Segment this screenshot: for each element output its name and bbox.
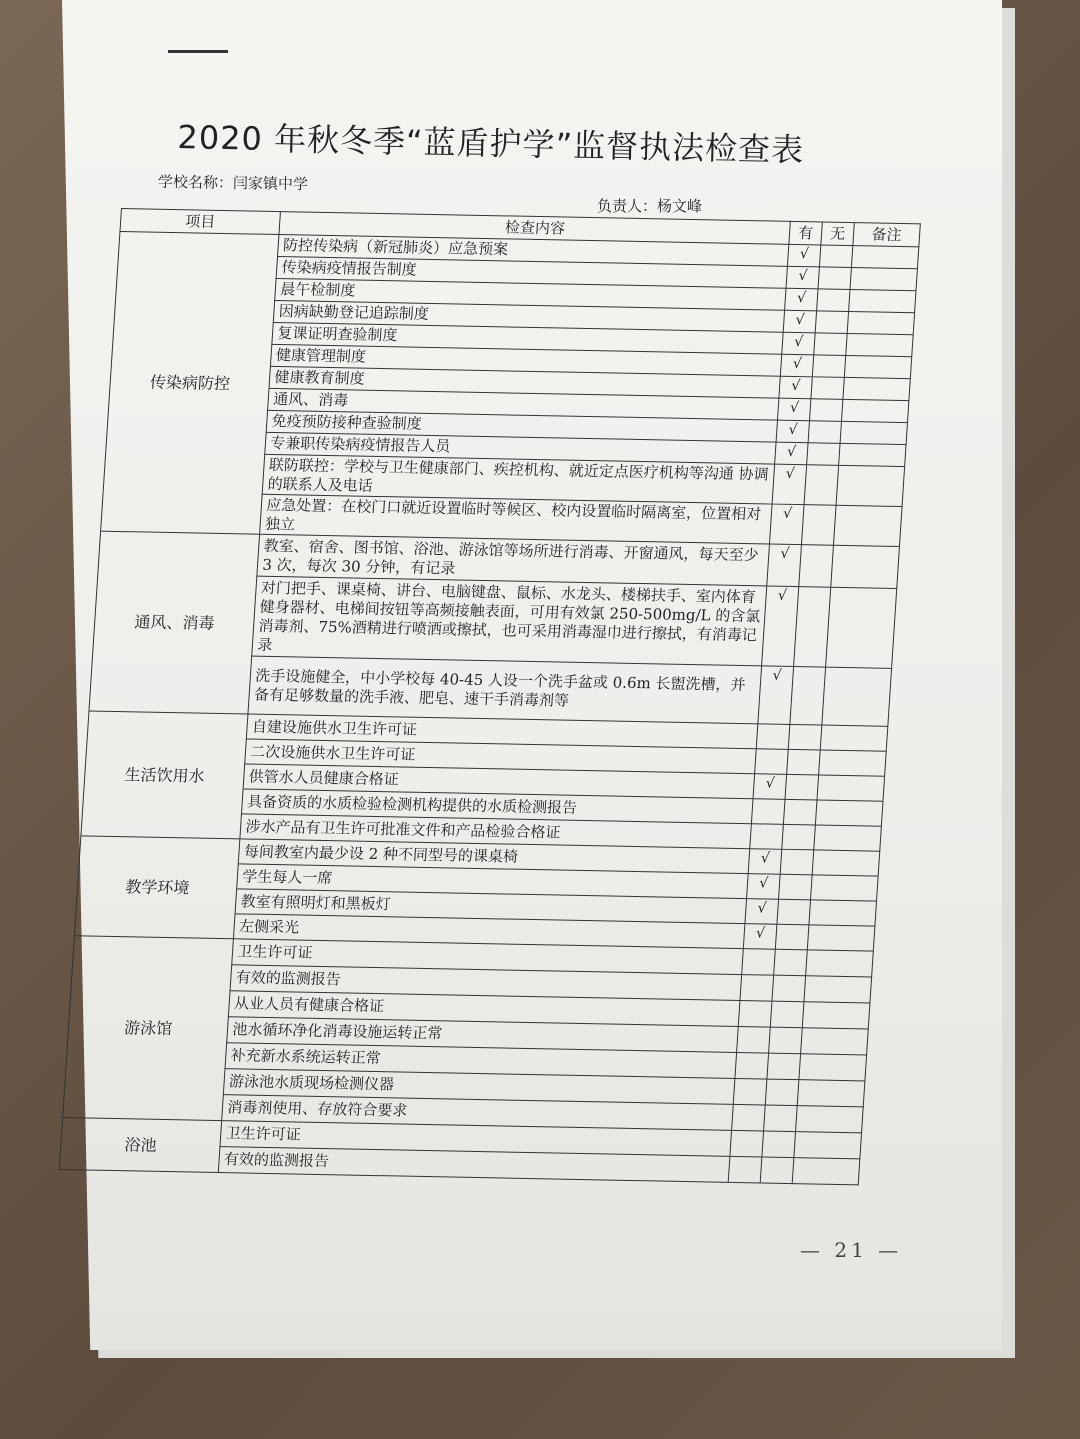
note-cell (801, 1028, 869, 1055)
check-content-cell: 有效的监测报告 (219, 1147, 730, 1183)
check-content-cell: 二次设施供水卫生许可证 (245, 739, 756, 774)
no-mark-cell (767, 1053, 801, 1080)
header-yes: 有 (789, 221, 822, 245)
note-cell (799, 1054, 867, 1081)
yes-mark-cell: √ (788, 244, 821, 267)
document-title: 2020 年秋冬季“蓝盾护学”监督执法检查表 (177, 117, 805, 170)
note-cell (802, 1002, 870, 1029)
yes-mark-cell: √ (786, 266, 819, 289)
check-content-cell: 卫生许可证 (232, 939, 743, 975)
no-mark-cell (777, 899, 810, 925)
no-mark-cell (790, 666, 826, 725)
yes-mark-cell (752, 799, 785, 825)
note-cell (833, 505, 902, 546)
category-cell: 通风、消毒 (89, 531, 260, 714)
note-cell (836, 465, 905, 506)
check-content-cell: 晨午检制度 (275, 278, 786, 310)
note-cell (831, 545, 900, 588)
note-cell (849, 290, 916, 313)
no-mark-cell (782, 824, 815, 850)
yes-mark-cell (735, 1052, 769, 1079)
yes-mark-cell (737, 1027, 771, 1054)
check-content-cell: 因病缺勤登记追踪制度 (274, 300, 785, 332)
note-cell (812, 850, 880, 876)
check-content-cell: 对门把手、课桌椅、讲台、电脑键盘、鼠标、水龙头、楼梯扶手、室内体育健身器材、电梯间按钮等高频接触表面，可用有效氯 250-500mg/L 的含氯消毒剂、75%酒精进行喷洒或擦拭，也可采用消毒湿巾进行擦拭，有消毒记录 (252, 576, 767, 666)
no-mark-cell (765, 1079, 799, 1106)
no-mark-cell (779, 874, 812, 900)
no-mark-cell (760, 1157, 794, 1184)
note-cell (822, 667, 892, 726)
no-mark-cell (787, 749, 820, 775)
no-mark-cell (785, 774, 818, 800)
note-cell (844, 355, 911, 378)
check-content-cell: 消毒剂使用、存放符合要求 (222, 1095, 733, 1131)
check-content-cell: 传染病疫情报告制度 (276, 257, 787, 289)
check-content-cell: 具备资质的水质检验检测机构提供的水质检测报告 (242, 789, 753, 824)
yes-mark-cell (732, 1104, 766, 1131)
check-content-cell: 有效的监测报告 (230, 965, 741, 1001)
note-cell (810, 875, 878, 901)
no-mark-cell (799, 545, 834, 588)
no-mark-cell (772, 975, 806, 1002)
no-mark-cell (814, 333, 847, 356)
note-cell (807, 925, 875, 951)
yes-mark-cell: √ (781, 354, 814, 377)
yes-mark-cell: √ (767, 544, 802, 587)
yes-mark-cell (742, 949, 776, 976)
note-cell (814, 825, 882, 851)
yes-mark-cell: √ (758, 666, 794, 725)
no-mark-cell (783, 799, 816, 825)
check-content-cell: 应急处置：在校门口就近设置临时等候区、校内设置临时隔离室，位置相对独立 (260, 494, 772, 544)
note-cell (843, 377, 910, 400)
check-content-cell: 涉水产品有卫生许可批准文件和产品检验合格证 (240, 814, 751, 849)
check-content-cell: 补充新水系统运转正常 (225, 1043, 736, 1079)
header-content: 检查内容 (279, 212, 790, 245)
check-content-cell: 每间教室内最少设 2 种不同型号的课桌椅 (239, 839, 750, 874)
owner-name: 负责人：杨文峰 (597, 197, 703, 215)
category-cell: 生活饮用水 (81, 711, 248, 839)
yes-mark-cell (730, 1130, 764, 1157)
note-cell (850, 268, 917, 291)
check-content-cell: 供管水人员健康合格证 (243, 764, 754, 799)
no-mark-cell (769, 1027, 803, 1054)
check-content-cell: 洗手设施健全，中小学校每 40-45 人设一个洗手盆或 0.6m 长盥洗槽，并备有足够数量的洗手液、肥皂、速干手消毒剂等 (248, 656, 762, 724)
check-content-cell: 免疫预防接种查验制度 (267, 410, 778, 442)
yes-mark-cell: √ (747, 874, 780, 900)
check-content-cell: 防控传染病（新冠肺炎）应急预案 (278, 235, 789, 267)
yes-mark-cell (750, 824, 783, 850)
yes-mark-cell: √ (778, 398, 811, 421)
no-mark-cell (775, 924, 808, 950)
school-name: 学校名称：闫家镇中学 (157, 172, 309, 194)
note-cell (809, 900, 877, 926)
check-content-cell: 池水循环净化消毒设施运转正常 (227, 1017, 738, 1053)
yes-mark-cell: √ (770, 504, 804, 545)
note-cell (819, 750, 887, 776)
inspection-sheet (59, 208, 921, 1185)
check-content-cell: 学生每人一席 (237, 864, 748, 899)
note-cell (817, 775, 885, 801)
no-mark-cell (764, 1105, 798, 1132)
yes-mark-cell (740, 975, 774, 1002)
yes-mark-cell: √ (775, 442, 808, 465)
no-mark-cell (780, 849, 813, 875)
note-cell (841, 399, 908, 422)
no-mark-cell (820, 245, 853, 268)
inspection-table (59, 208, 921, 1185)
header-no: 无 (821, 222, 854, 246)
yes-mark-cell: √ (748, 849, 781, 875)
check-content-cell: 游泳池水质现场检测仪器 (224, 1069, 735, 1105)
note-cell (815, 800, 883, 826)
category-cell: 传染病防控 (101, 231, 280, 534)
note-cell (806, 950, 874, 977)
no-mark-cell (810, 399, 843, 422)
check-content-cell: 通风、消毒 (268, 388, 779, 420)
no-mark-cell (770, 1001, 804, 1028)
header-item: 项目 (120, 209, 281, 235)
page-number: — 21 — (800, 1238, 903, 1262)
note-cell (804, 976, 872, 1003)
header-note: 备注 (853, 223, 921, 247)
no-mark-cell (818, 267, 851, 290)
check-content-cell: 健康管理制度 (271, 344, 782, 376)
note-cell (840, 421, 907, 444)
yes-mark-cell: √ (745, 899, 778, 925)
check-content-cell: 健康教育制度 (269, 366, 780, 398)
yes-mark-cell: √ (785, 288, 818, 311)
yes-mark-cell: √ (744, 924, 777, 950)
category-cell: 游泳馆 (63, 936, 234, 1121)
note-cell (839, 443, 906, 466)
note-cell (820, 725, 888, 751)
check-content-cell: 专兼职传染病疫情报告人员 (265, 432, 776, 464)
yes-mark-cell: √ (783, 310, 816, 333)
category-cell: 浴池 (59, 1118, 222, 1173)
yes-mark-cell (756, 724, 789, 750)
check-content-cell: 卫生许可证 (220, 1121, 731, 1157)
no-mark-cell (774, 949, 808, 976)
check-content-cell: 教室、宿舍、图书馆、浴池、游泳馆等场所进行消毒、开窗通风，每天至少 3 次，每次 30 分钟，有记录 (257, 534, 770, 586)
yes-mark-cell (733, 1078, 767, 1105)
no-mark-cell (811, 377, 844, 400)
check-content-cell: 联防联控：学校与卫生健康部门、疾控机构、就近定点医疗机构等沟通 协调的联系人及电话 (263, 454, 775, 504)
no-mark-cell (817, 289, 850, 312)
check-content-cell: 复课证明查验制度 (272, 322, 783, 354)
yes-mark-cell: √ (772, 464, 806, 505)
yes-mark-cell (755, 749, 788, 775)
note-cell (847, 311, 914, 334)
no-mark-cell (762, 1131, 796, 1158)
note-cell (846, 333, 913, 356)
note-cell (792, 1158, 860, 1185)
no-mark-cell (788, 724, 821, 750)
no-mark-cell (815, 311, 848, 334)
no-mark-cell (802, 505, 836, 546)
yes-mark-cell (728, 1156, 762, 1183)
yes-mark-cell: √ (776, 420, 809, 443)
yes-mark-cell: √ (779, 376, 812, 399)
note-cell (797, 1080, 865, 1107)
note-cell (851, 246, 918, 269)
check-content-cell: 左侧采光 (234, 914, 745, 949)
header-dash-mark (168, 50, 228, 53)
yes-mark-cell: √ (782, 332, 815, 355)
no-mark-cell (808, 421, 841, 444)
note-cell (826, 587, 897, 668)
yes-mark-cell (739, 1001, 773, 1028)
no-mark-cell (804, 465, 838, 506)
no-mark-cell (812, 355, 845, 378)
note-cell (796, 1106, 864, 1133)
yes-mark-cell: √ (753, 774, 786, 800)
check-content-cell: 教室有照明灯和黑板灯 (235, 889, 746, 924)
category-cell: 教学环境 (74, 836, 240, 939)
check-content-cell: 自建设施供水卫生许可证 (247, 714, 758, 749)
yes-mark-cell: √ (762, 586, 799, 667)
no-mark-cell (794, 587, 831, 668)
note-cell (794, 1132, 862, 1159)
check-content-cell: 从业人员有健康合格证 (229, 991, 740, 1027)
no-mark-cell (807, 443, 840, 466)
